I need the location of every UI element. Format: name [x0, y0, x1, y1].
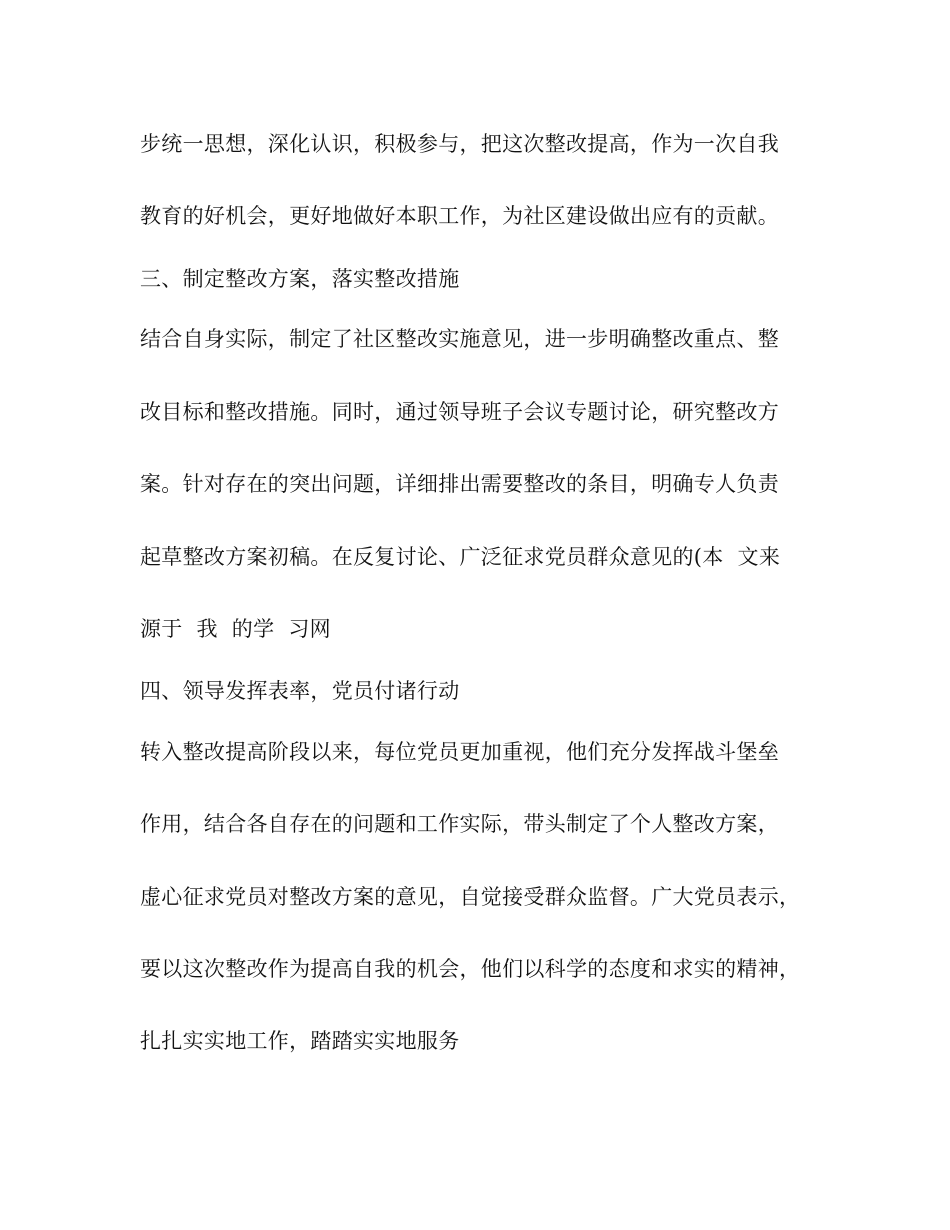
body-text-line: 教育的好机会，更好地做好本职工作，为社区建设做出应有的贡献。	[140, 204, 779, 228]
body-text-line: 作用，结合各自存在的问题和工作实际，带头制定了个人整改方案，	[140, 812, 779, 836]
body-text-line: 扎扎实实地工作，踏踏实实地服务	[140, 1029, 460, 1053]
body-text-line: 结合自身实际，制定了社区整改实施意见，进一步明确整改重点、整	[140, 327, 779, 351]
body-text-line: 改目标和整改措施。同时，通过领导班子会议专题讨论，研究整改方	[140, 400, 779, 424]
body-text-line: 步统一思想，深化认识，积极参与，把这次整改提高，作为一次自我	[140, 132, 779, 156]
body-text-line: 虚心征求党员对整改方案的意见，自觉接受群众监督。广大党员表示，	[140, 885, 801, 909]
body-text-line: 要以这次整改作为提高自我的机会，他们以科学的态度和求实的精神，	[140, 957, 801, 981]
section-heading-4: 四、领导发挥表率，党员付诸行动	[140, 679, 460, 703]
body-text-line: 案。针对存在的突出问题，详细排出需要整改的条目，明确专人负责	[140, 472, 779, 496]
body-text-line: 源于 我 的学 习网	[140, 617, 331, 641]
section-heading-3: 三、制定整改方案，落实整改措施	[140, 267, 460, 291]
body-text-line: 转入整改提高阶段以来，每位党员更加重视，他们充分发挥战斗堡垒	[140, 740, 779, 764]
body-text-line: 起草整改方案初稿。在反复讨论、广泛征求党员群众意见的(本 文来	[140, 545, 781, 569]
